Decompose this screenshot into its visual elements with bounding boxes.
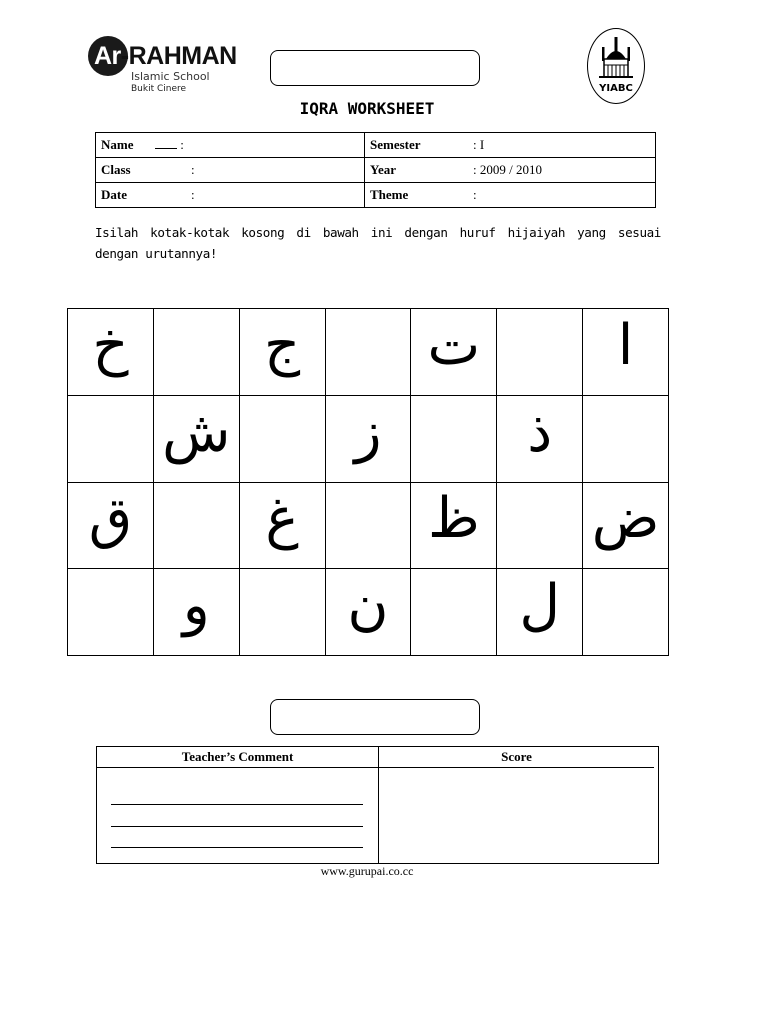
hijaiyah-letter: ظ <box>427 486 480 552</box>
class-value: : <box>191 162 195 177</box>
logo-location: Bukit Cinere <box>131 84 187 94</box>
theme-cell[interactable] <box>365 183 656 208</box>
logo-name-rest: -RAHMAN <box>120 42 237 70</box>
year-value: : 2009 / 2010 <box>473 162 542 177</box>
date-label: Date <box>101 187 127 202</box>
empty-letter-cell[interactable] <box>583 569 669 656</box>
letter-cell <box>154 396 240 483</box>
logo-school-name <box>94 42 237 71</box>
class-label: Class <box>101 162 131 177</box>
letter-cell <box>68 483 154 570</box>
theme-value: : <box>473 187 477 202</box>
empty-letter-cell[interactable] <box>154 309 240 396</box>
letter-cell <box>583 483 669 570</box>
info-row <box>96 183 656 208</box>
letter-cell <box>326 396 412 483</box>
instruction-text: Isilah kotak-kotak kosong di bawah ini dengan huruf hijaiyah yang sesuai dengan urutannya! <box>95 225 661 261</box>
empty-letter-cell[interactable] <box>497 309 583 396</box>
info-row <box>96 158 656 183</box>
comment-line[interactable] <box>111 804 363 805</box>
letter-cell <box>411 483 497 570</box>
yiabc-seal <box>587 28 645 104</box>
teacher-comment-header: Teacher’s Comment <box>97 747 378 768</box>
score-box-top <box>270 50 480 86</box>
info-row <box>96 133 656 158</box>
hijaiyah-letter: ض <box>591 486 660 552</box>
hijaiyah-letter: غ <box>265 486 299 552</box>
letter-cell <box>583 309 669 396</box>
letter-cell <box>68 309 154 396</box>
empty-letter-cell[interactable] <box>326 309 412 396</box>
score-header: Score <box>378 747 654 768</box>
year-cell <box>365 158 656 183</box>
letter-cell <box>497 396 583 483</box>
empty-letter-cell[interactable] <box>68 396 154 483</box>
evaluation-table <box>96 746 659 864</box>
letter-cell <box>497 569 583 656</box>
hijaiyah-letter: ق <box>88 486 133 552</box>
name-blank-line <box>155 139 177 149</box>
empty-letter-cell[interactable] <box>154 483 240 570</box>
letter-cell <box>154 569 240 656</box>
hijaiyah-letter: ت <box>427 312 481 378</box>
name-label: Name <box>101 137 134 152</box>
hijaiyah-letter: ا <box>617 312 634 378</box>
letter-cell <box>411 309 497 396</box>
hijaiyah-letter: ن <box>347 573 389 639</box>
empty-letter-cell[interactable] <box>240 396 326 483</box>
empty-letter-cell[interactable] <box>68 569 154 656</box>
semester-label: Semester <box>370 137 421 152</box>
empty-letter-cell[interactable] <box>411 569 497 656</box>
hijaiyah-letter: ش <box>162 399 231 465</box>
score-box-bottom <box>270 699 480 735</box>
letter-cell <box>240 309 326 396</box>
worksheet-title: IQRA WORKSHEET <box>299 99 435 118</box>
hijaiyah-letter: ز <box>354 399 382 465</box>
hijaiyah-letter: و <box>182 573 210 639</box>
mosque-icon <box>596 37 636 81</box>
name-cell[interactable] <box>96 133 365 158</box>
logo-subtitle: Islamic School <box>131 70 210 83</box>
comment-line[interactable] <box>111 847 363 848</box>
semester-cell <box>365 133 656 158</box>
hijaiyah-letter: خ <box>92 312 129 378</box>
letter-cell <box>240 483 326 570</box>
seal-text: YIABC <box>599 83 633 94</box>
school-logo <box>88 36 237 98</box>
date-value: : <box>191 187 195 202</box>
empty-letter-cell[interactable] <box>497 483 583 570</box>
hijaiyah-letter: ل <box>519 573 561 639</box>
footer-url: www.gurupai.co.cc <box>320 864 414 878</box>
name-value: : <box>180 137 184 152</box>
letter-cell <box>326 569 412 656</box>
semester-value: : I <box>473 137 485 152</box>
empty-letter-cell[interactable] <box>411 396 497 483</box>
hijaiyah-letter-grid <box>67 308 669 656</box>
class-cell[interactable] <box>96 158 365 183</box>
empty-letter-cell[interactable] <box>240 569 326 656</box>
hijaiyah-letter: ذ <box>527 399 553 465</box>
date-cell[interactable] <box>96 183 365 208</box>
comment-line[interactable] <box>111 826 363 827</box>
student-info-table <box>95 132 656 208</box>
theme-label: Theme <box>370 187 409 202</box>
empty-letter-cell[interactable] <box>583 396 669 483</box>
logo-name-initial: Ar <box>94 42 121 70</box>
year-label: Year <box>370 162 396 177</box>
column-divider <box>378 768 379 864</box>
empty-letter-cell[interactable] <box>326 483 412 570</box>
hijaiyah-letter: ج <box>264 312 301 378</box>
